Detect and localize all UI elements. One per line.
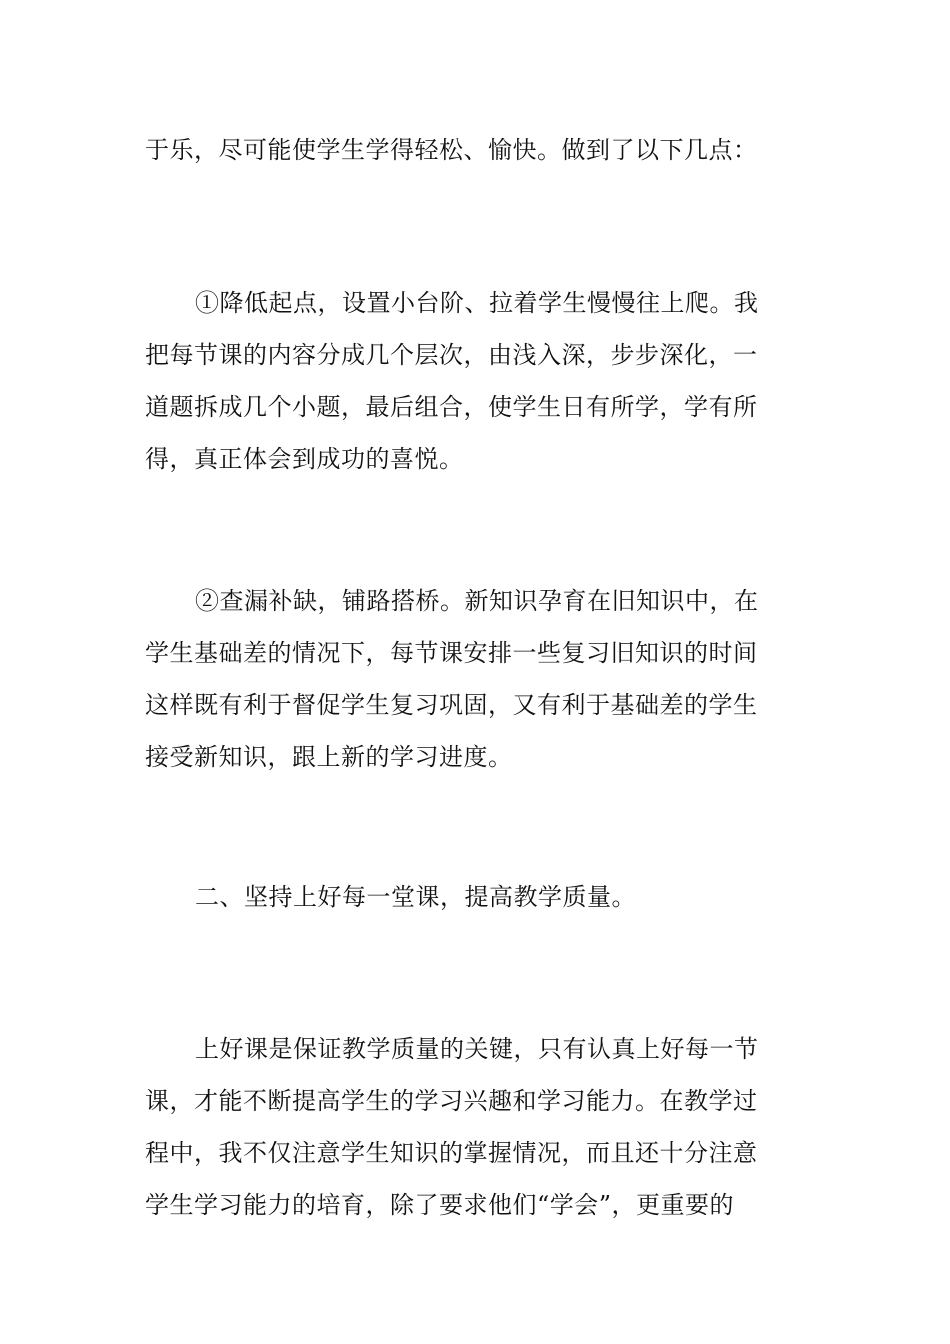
text-line: 得，真正体会到成功的喜悦。 <box>145 445 464 473</box>
text-line: ②查漏补缺，铺路搭桥。新知识孕育在旧知识中，在 <box>195 587 759 615</box>
paragraph-continuation <box>145 124 807 176</box>
text-line: 接受新知识，跟上新的学习进度。 <box>145 743 513 771</box>
text-line: 把每节课的内容分成几个层次，由浅入深，步步深化，一 <box>145 341 758 369</box>
section-heading <box>145 871 807 923</box>
text-line: 程中，我不仅注意学生知识的掌握情况，而且还十分注意 <box>145 1139 758 1167</box>
text-line: ①降低起点，设置小台阶、拉着学生慢慢往上爬。我 <box>195 289 759 317</box>
text-line: 道题拆成几个小题，最后组合，使学生日有所学，学有所 <box>145 393 758 421</box>
paragraph-point-two <box>145 575 807 783</box>
text-line: 于乐，尽可能使学生学得轻松、愉快。做到了以下几点： <box>145 136 758 164</box>
paragraph-body <box>145 1023 807 1231</box>
text-line: 课，才能不断提高学生的学习兴趣和学习能力。在教学过 <box>145 1087 758 1115</box>
text-line: 学生学习能力的培育，除了要求他们“学会”，更重要的 <box>145 1191 735 1219</box>
text-line: 二、坚持上好每一堂课，提高教学质量。 <box>195 883 636 911</box>
text-line: 上好课是保证教学质量的关键，只有认真上好每一节 <box>195 1035 759 1063</box>
text-line: 学生基础差的情况下，每节课安排一些复习旧知识的时间 <box>145 639 758 667</box>
text-line: 这样既有利于督促学生复习巩固，又有利于基础差的学生 <box>145 691 758 719</box>
paragraph-point-one <box>145 277 807 485</box>
